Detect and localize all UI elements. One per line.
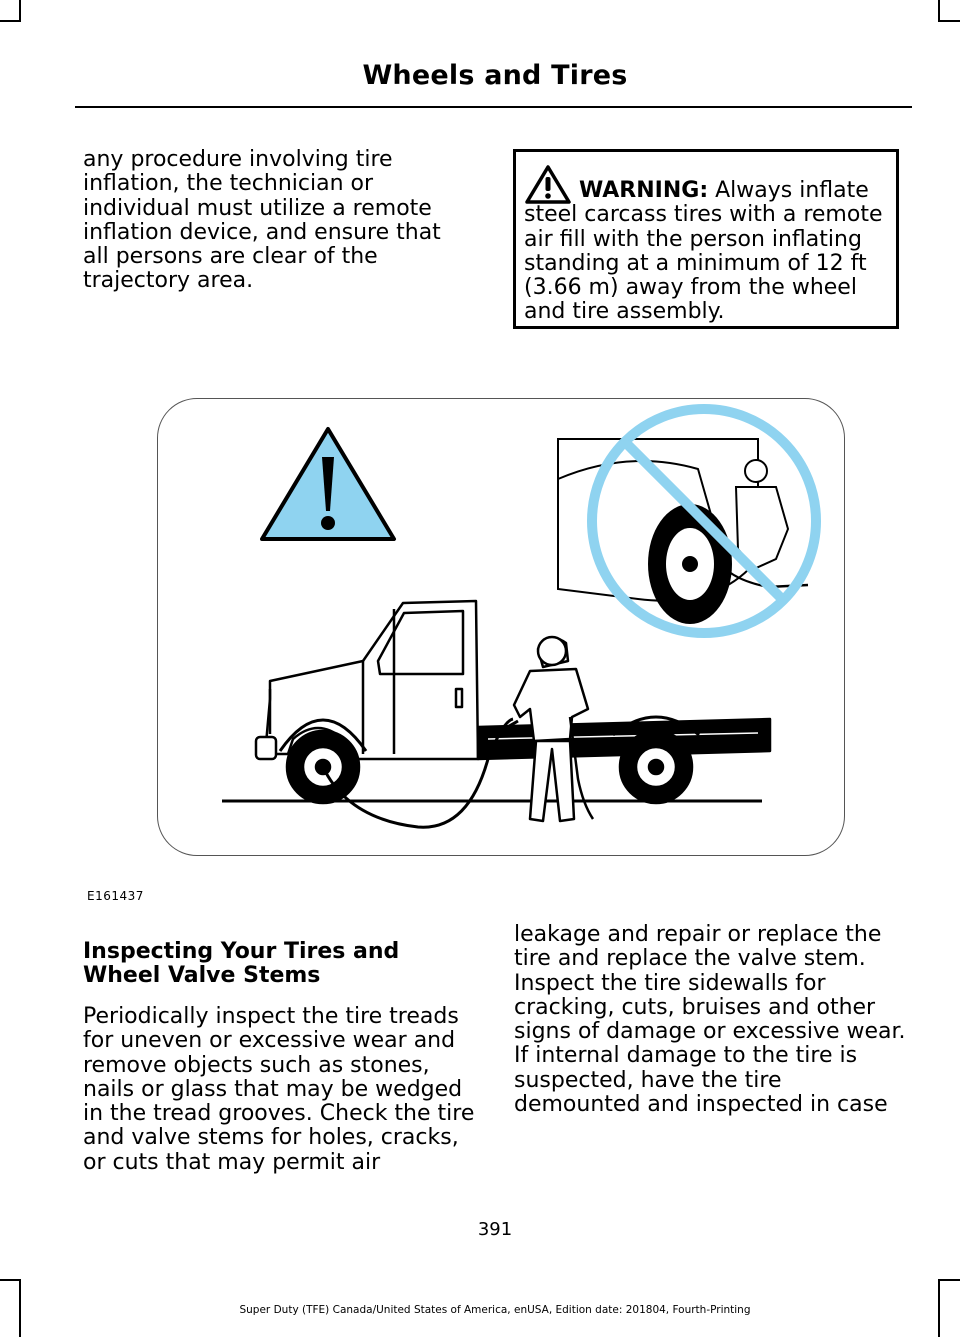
page-number: 391: [477, 1219, 513, 1240]
crop-mark: [938, 20, 960, 22]
section-paragraph-left: Periodically inspect the tire treads for uneven or excessive wear and remove objects such as stones, nails or glass that may be wedged in the tread grooves. Check the tire and valve stems for holes, cracks, or cuts that may permit air: [83, 1004, 475, 1175]
section-heading: Inspecting Your Tires and Wheel Valve Stems: [83, 939, 400, 988]
crop-mark: [0, 1279, 21, 1281]
warning-triangle-icon: [262, 429, 394, 539]
crop-mark: [938, 1279, 960, 1281]
crop-mark: [938, 0, 940, 22]
warning-label: WARNING:: [579, 178, 709, 203]
section-paragraph-right: leakage and repair or replace the tire and replace the valve stem. Inspect the tire sidewalls for cracking, cuts, bruises and other signs of damage or excessive wear. If internal damage to the tire is suspected, have the tire demounted and inspected in case: [514, 922, 906, 1118]
figure-code: E161437: [87, 889, 144, 903]
warning-box: [513, 149, 899, 329]
edition-footer: Super Duty (TFE) Canada/United States of America, enUSA, Edition date: 201804, Fourth-Printing: [239, 1304, 751, 1316]
warning-body: Always inflate steel carcass tires with a remote air fill with the person inflating standing at a minimum of 12 ft (3.66 m) away from the wheel and tire assembly.: [524, 178, 883, 325]
page-title: Wheels and Tires: [362, 60, 628, 91]
crop-mark: [19, 0, 21, 22]
header-divider: [75, 106, 912, 108]
illustration: [158, 399, 845, 856]
crop-mark: [0, 20, 21, 22]
intro-paragraph: any procedure involving tire inflation, the technician or individual must utilize a remote inflation device, and ensure that all persons are clear of the trajectory area.: [83, 147, 441, 294]
illustration-frame: [157, 398, 845, 856]
warning-text: [524, 179, 896, 325]
